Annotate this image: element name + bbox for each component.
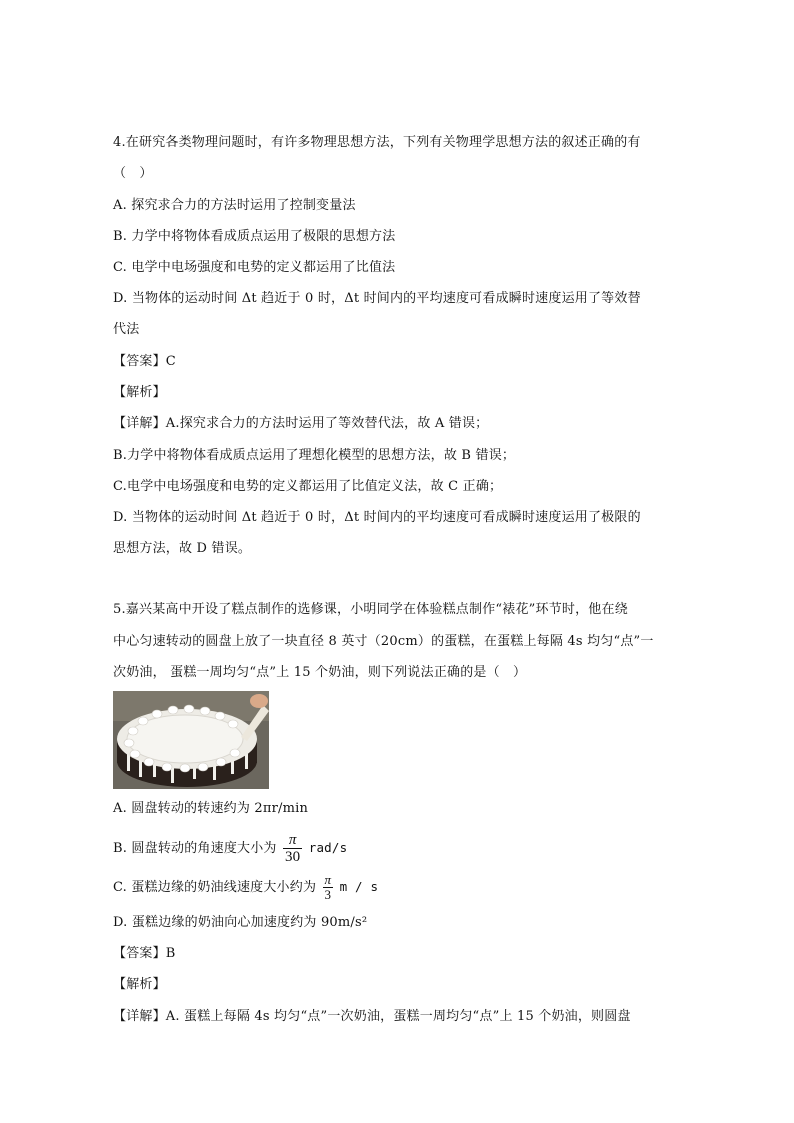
- q4-detail-b: B.力学中将物体看成质点运用了理想化模型的思想方法，故 B 错误；: [113, 448, 516, 463]
- q4-option-d-line-1: D. 当物体的运动时间 Δt 趋近于 0 时，Δt 时间内的平均速度可看成瞬时速度运用了等效替: [113, 291, 641, 306]
- q4-option-b: B. 力学中将物体看成质点运用了极限的思想方法: [113, 229, 396, 244]
- q5-option-c-unit: m / s: [339, 879, 379, 894]
- fraction-denominator: 3: [324, 887, 332, 902]
- q4-option-c: C. 电学中电场强度和电势的定义都运用了比值法: [113, 260, 396, 275]
- fraction-numerator: π: [283, 832, 302, 849]
- q4-stem-line-1: 4.在研究各类物理问题时，有许多物理思想方法，下列有关物理学思想方法的叙述正确的有: [113, 135, 641, 150]
- q5-stem-line-2: 中心匀速转动的圆盘上放了一块直径 8 英寸（20cm）的蛋糕，在蛋糕上每隔 4s 均匀“点”一: [113, 634, 654, 649]
- cake-illustration: [113, 691, 269, 789]
- fraction-numerator: π: [324, 872, 332, 887]
- q4-answer: 【答案】C: [113, 354, 176, 369]
- q5-option-b-unit: rad/s: [308, 840, 348, 855]
- q5-detail-a: 【详解】A. 蛋糕上每隔 4s 均匀“点”一次奶油，蛋糕一周均匀“点”上 15 个奶油，则圆盘: [113, 1009, 631, 1024]
- q5-option-c-text: C. 蛋糕边缘的奶油线速度大小约为: [113, 880, 317, 895]
- q5-option-c: [113, 868, 378, 907]
- q5-answer: 【答案】B: [113, 946, 176, 961]
- q4-stem-line-2: （ ）: [113, 166, 153, 181]
- fraction-denominator: 30: [284, 849, 301, 865]
- q4-detail-a: 【详解】A.探究求合力的方法时运用了等效替代法，故 A 错误；: [113, 416, 489, 431]
- q5-option-b-fraction: [283, 832, 302, 865]
- q4-option-d-line-2: 代法: [113, 322, 140, 337]
- q5-stem-line-3: 次奶油， 蛋糕一周均匀“点”上 15 个奶油，则下列说法正确的是（ ）: [113, 665, 527, 680]
- q5-option-d: D. 蛋糕边缘的奶油向心加速度约为 90m/s²: [113, 915, 368, 930]
- q5-option-b-text: B. 圆盘转动的角速度大小为: [113, 841, 277, 856]
- q4-detail-c: C.电学中电场强度和电势的定义都运用了比值定义法，故 C 正确；: [113, 479, 503, 494]
- q4-option-a: A. 探究求合力的方法时运用了控制变量法: [113, 198, 356, 213]
- q5-option-c-fraction: [323, 873, 334, 902]
- q5-option-a: A. 圆盘转动的转速约为 2πr/min: [113, 801, 309, 816]
- q5-stem-line-1: 5.嘉兴某高中开设了糕点制作的选修课，小明同学在体验糕点制作“裱花”环节时，他在绕: [113, 602, 628, 617]
- cake-photo: [113, 691, 269, 789]
- q4-analysis-label: 【解析】: [113, 385, 166, 400]
- q4-detail-d-line-1: D. 当物体的运动时间 Δt 趋近于 0 时，Δt 时间内的平均速度可看成瞬时速度运用了极限的: [113, 510, 641, 525]
- q5-analysis-label: 【解析】: [113, 977, 166, 992]
- q4-detail-d-line-2: 思想方法，故 D 错误。: [113, 541, 252, 556]
- q5-option-b: [113, 828, 347, 869]
